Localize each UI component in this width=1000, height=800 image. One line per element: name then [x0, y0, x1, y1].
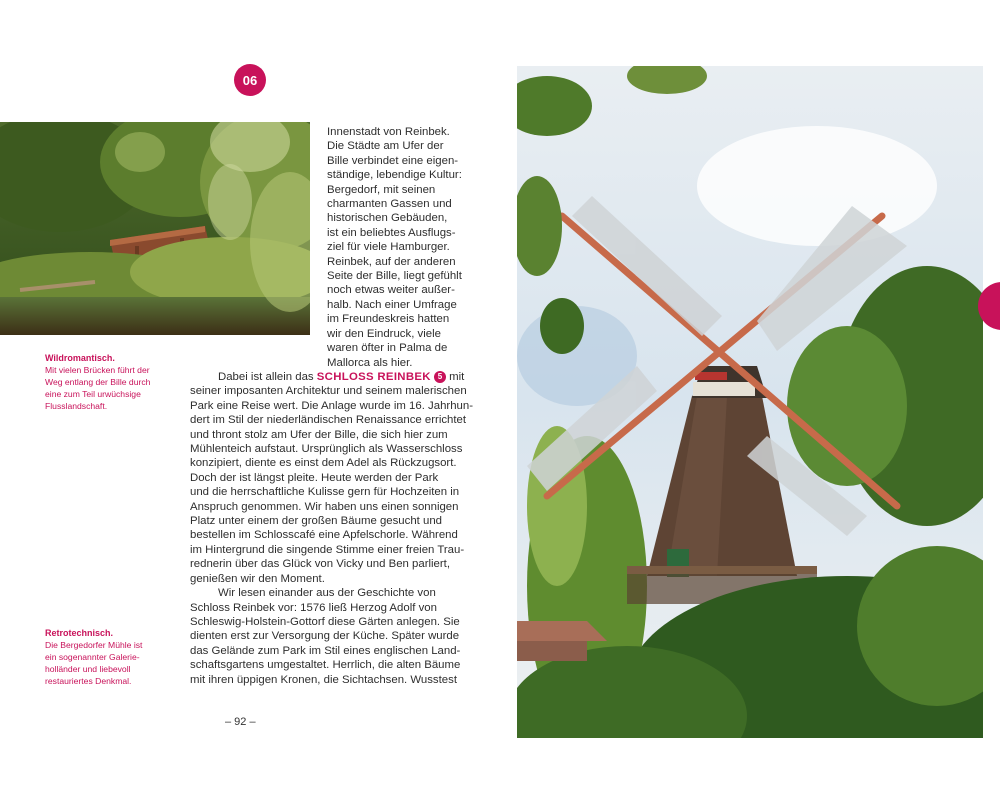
text-line: halb. Nach einer Umfrage [327, 298, 457, 311]
text-line: und die herrschaftliche Kulisse gern für Hochzeiten in [190, 486, 460, 499]
map-marker-number: 5 [434, 371, 446, 383]
text-line: rednerin über das Glück von Vicky und Ben parliert, [190, 558, 451, 571]
body-text-narrow-column [327, 125, 477, 370]
body-text-wide-column [190, 370, 474, 687]
text-line: historischen Gebäuden, [327, 212, 448, 225]
text-line: seiner imposanten Architektur und seinem malerischen [190, 385, 467, 398]
text-line: ziel für viele Hamburger. [327, 241, 450, 254]
text-line: bestellen im Schlosscafé eine Apfelschorle. Während [190, 529, 458, 542]
text-line: Wir lesen einander aus der Geschichte von [218, 587, 436, 600]
text-run: Dabei ist allein das [218, 371, 317, 383]
chapter-number-badge: 06 [234, 64, 266, 96]
windmill-photo [517, 66, 983, 738]
caption-title: Wildromantisch. [45, 353, 115, 363]
text-line: noch etwas weiter außer- [327, 284, 455, 297]
text-line: Bergedorf, mit seinen [327, 183, 436, 196]
text-line: ist ein beliebtes Ausflugs- [327, 226, 456, 239]
paragraph-lines [190, 586, 460, 687]
windmill-image [517, 66, 983, 738]
text-line: Schleswig-Holstein-Gottorf diese Gärten anlegen. Sie [190, 615, 460, 628]
text-line: charmanten Gassen und [327, 198, 452, 211]
page-number: – 92 – [225, 716, 256, 728]
river-bridge-image [0, 122, 310, 335]
text-line: Park eine Reise wert. Die Anlage wurde im 16. Jahrhun- [190, 399, 474, 412]
text-line: Mallorca als hier. [327, 356, 413, 369]
river-bridge-photo [0, 122, 310, 335]
text-line: das Gelände zum Park im Stil eines englischen Land- [190, 644, 461, 657]
caption-line: holländer und liebevoll [45, 664, 131, 674]
text-line: Anspruch genommen. Wir haben uns einen sonnigen [190, 500, 459, 513]
caption-line: Weg entlang der Bille durch [45, 377, 151, 387]
text-line: Innenstadt von Reinbek. [327, 126, 450, 138]
text-line: im Freundeskreis hatten [327, 313, 450, 326]
caption-line: Flusslandschaft. [45, 401, 108, 411]
text-line: Reinbek, auf der anderen [327, 255, 456, 268]
text-line: ständige, lebendige Kultur: [327, 169, 462, 182]
text-line: Seite der Bille, liegt gefühlt [327, 270, 462, 283]
text-line: konzipiert, diente es einst dem Adel als Rückzugsort. [190, 457, 457, 470]
place-highlight: SCHLOSS REINBEK [316, 371, 431, 383]
text-line: genießen wir den Moment. [190, 572, 325, 585]
caption-title: Retrotechnisch. [45, 628, 114, 638]
text-line: und thront stolz am Ufer der Bille, die sich hier zum [190, 428, 448, 441]
text-line: dienten erst zur Versorgung der Küche. Später wurde [190, 630, 460, 643]
text-run: mit [445, 371, 465, 383]
text-line: mit ihren üppigen Kronen, die Sichtachsen. Wusstest [190, 673, 457, 686]
photo-caption-river [45, 352, 163, 412]
text-line: wir den Eindruck, viele [327, 327, 441, 340]
paragraph-lines [190, 384, 474, 586]
caption-line: ein sogenannter Galerie- [45, 652, 140, 662]
text-line: Schloss Reinbek vor: 1576 ließ Herzog Adolf von [190, 601, 437, 614]
text-line: Platz unter einem der großen Bäume gesucht und [190, 515, 443, 528]
caption-line: eine zum Teil urwüchsige [45, 389, 141, 399]
text-line: Bille verbindet eine eigen- [327, 154, 459, 167]
caption-line: Mit vielen Brücken führt der [45, 365, 150, 375]
text-line: Mühlenteich aufstaut. Ursprünglich als Wasserschloss [190, 443, 463, 456]
text-line: im Hintergrund die singende Stimme einer freien Trau- [190, 543, 465, 556]
text-line: schaftsgartens umgestaltet. Herrlich, die alten Bäume [190, 659, 461, 672]
text-line: Die Städte am Ufer der [327, 140, 444, 153]
text-line: waren öfter in Palma de [327, 342, 448, 355]
photo-caption-windmill [45, 627, 163, 687]
caption-line: Die Bergedorfer Mühle ist [45, 640, 143, 650]
caption-line: restauriertes Denkmal. [45, 676, 132, 686]
text-line: dert im Stil der niederländischen Renaissance errichtet [190, 414, 467, 427]
text-line: Doch der ist längst pleite. Heute werden der Park [190, 471, 439, 484]
paragraph-first-line [190, 370, 465, 384]
